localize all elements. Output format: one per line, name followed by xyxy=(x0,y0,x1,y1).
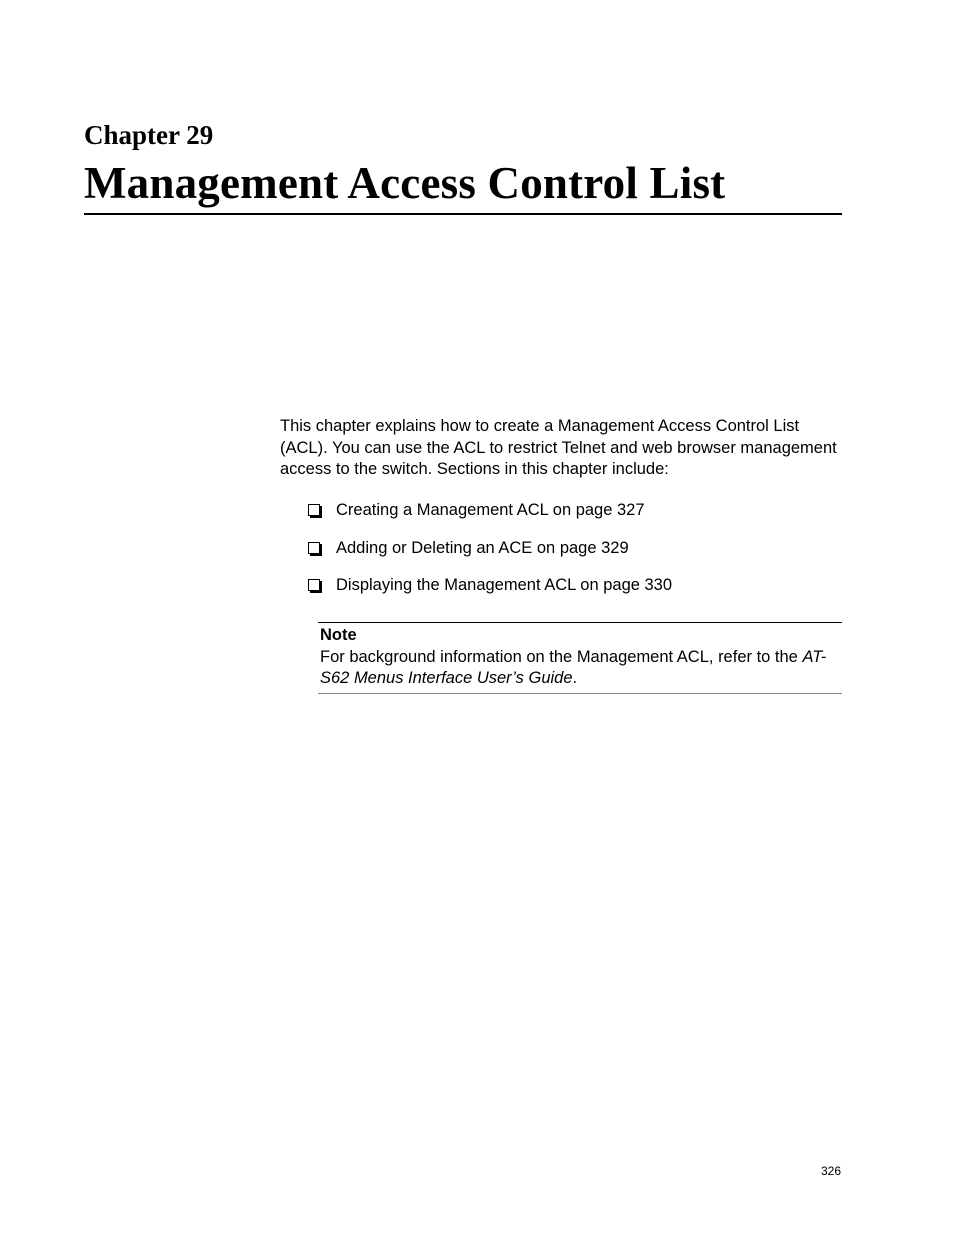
page-number: 326 xyxy=(820,1164,841,1178)
note-text-end: . xyxy=(572,669,578,687)
section-list-item[interactable] xyxy=(308,500,842,522)
note-box xyxy=(318,622,842,694)
section-link-creating-acl[interactable]: Creating a Management ACL on page 327 xyxy=(336,501,645,519)
section-list-item[interactable] xyxy=(308,575,842,597)
section-list xyxy=(308,500,842,613)
chapter-label: Chapter 29 xyxy=(84,120,214,150)
section-link-adding-deleting-ace[interactable]: Adding or Deleting an ACE on page 329 xyxy=(336,538,629,557)
title-rule xyxy=(84,213,842,215)
checkbox-icon xyxy=(308,504,320,516)
intro-paragraph: This chapter explains how to create a Management Access Control List (ACL). You can use the ACL to restrict Telnet and web browser management access to the switch. Sections in this chapter include: xyxy=(280,417,837,478)
note-reference-title: AT-S62 Menus Interface User’s Guide xyxy=(320,647,827,687)
chapter-title: Management Access Control List xyxy=(84,158,726,208)
chapter-content xyxy=(280,416,842,687)
checkbox-icon xyxy=(308,579,320,591)
note-heading: Note xyxy=(320,626,357,644)
note-body xyxy=(320,647,842,690)
note-text: For background information on the Management ACL, refer to the xyxy=(320,647,803,666)
section-list-item[interactable] xyxy=(308,538,842,560)
section-link-displaying-acl[interactable]: Displaying the Management ACL on page 330 xyxy=(336,576,673,594)
checkbox-icon xyxy=(308,542,320,554)
